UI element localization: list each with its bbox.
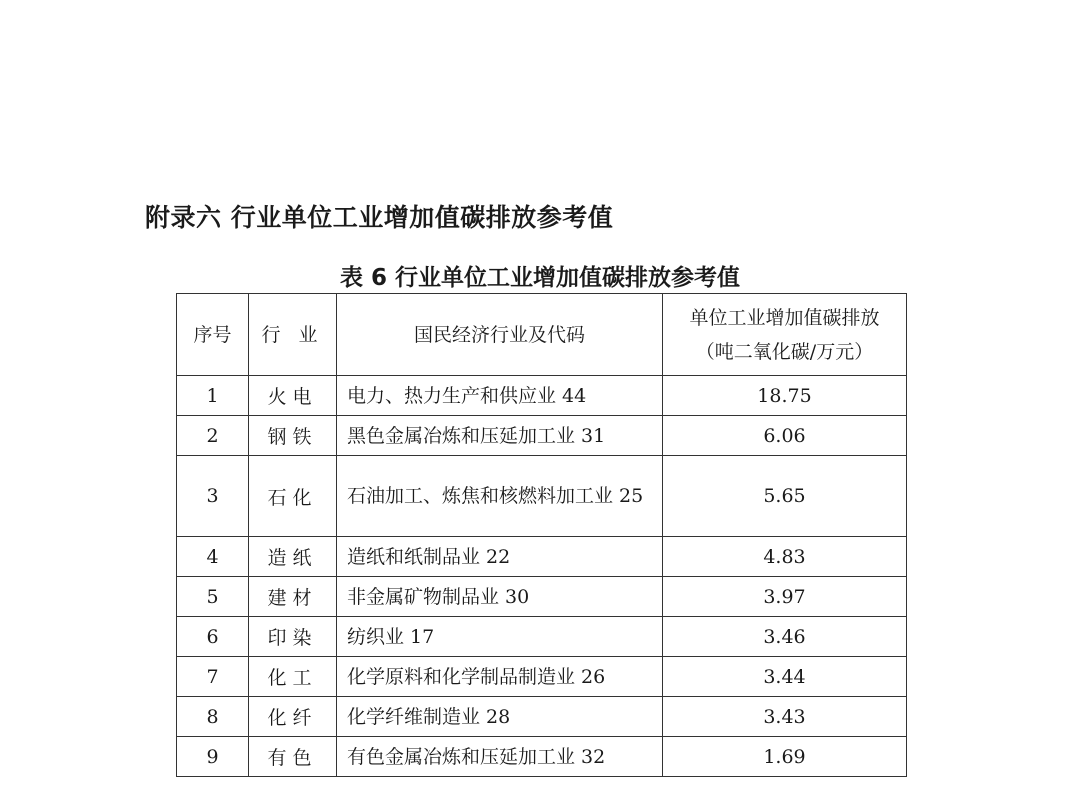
- header-value: [663, 294, 907, 376]
- header-value-line1: 单位工业增加值碳排放: [689, 306, 880, 329]
- row-value: 3.43: [663, 697, 907, 737]
- row-no: 2: [177, 416, 249, 456]
- header-industry: 行 业: [249, 294, 337, 376]
- header-code: 国民经济行业及代码: [337, 294, 663, 376]
- row-value: 3.46: [663, 617, 907, 657]
- table-header-row: [177, 294, 907, 376]
- carbon-reference-table: [176, 293, 907, 777]
- row-industry: 化纤: [249, 697, 337, 737]
- appendix-title: 附录六 行业单位工业增加值碳排放参考值: [145, 203, 614, 232]
- row-code: 纺织业 17: [337, 617, 663, 657]
- table-row: [177, 577, 907, 617]
- row-value: 3.97: [663, 577, 907, 617]
- row-code: 黑色金属冶炼和压延加工业 31: [337, 416, 663, 456]
- table-row: [177, 537, 907, 577]
- row-industry: 化工: [249, 657, 337, 697]
- row-industry: 有色: [249, 737, 337, 777]
- row-no: 4: [177, 537, 249, 577]
- row-value: 5.65: [663, 456, 907, 537]
- row-industry: 造纸: [249, 537, 337, 577]
- table-row: [177, 697, 907, 737]
- row-no: 5: [177, 577, 249, 617]
- row-value: 18.75: [663, 376, 907, 416]
- table-caption: 表 6 行业单位工业增加值碳排放参考值: [339, 265, 741, 291]
- table-row: [177, 617, 907, 657]
- row-industry: 印染: [249, 617, 337, 657]
- row-no: 9: [177, 737, 249, 777]
- row-no: 6: [177, 617, 249, 657]
- row-code: 有色金属冶炼和压延加工业 32: [337, 737, 663, 777]
- row-no: 7: [177, 657, 249, 697]
- row-code: 造纸和纸制品业 22: [337, 537, 663, 577]
- row-industry: 火电: [249, 376, 337, 416]
- row-no: 3: [177, 456, 249, 537]
- header-no: 序号: [177, 294, 249, 376]
- row-value: 3.44: [663, 657, 907, 697]
- row-no: 1: [177, 376, 249, 416]
- row-code: 石油加工、炼焦和核燃料加工业 25: [337, 456, 663, 537]
- row-code: 非金属矿物制品业 30: [337, 577, 663, 617]
- table-row: [177, 376, 907, 416]
- table-row: [177, 416, 907, 456]
- row-code: 化学纤维制造业 28: [337, 697, 663, 737]
- row-value: 4.83: [663, 537, 907, 577]
- row-industry: 建材: [249, 577, 337, 617]
- row-code: 电力、热力生产和供应业 44: [337, 376, 663, 416]
- row-value: 1.69: [663, 737, 907, 777]
- table-row: [177, 456, 907, 537]
- table-row: [177, 657, 907, 697]
- row-value: 6.06: [663, 416, 907, 456]
- header-value-line2: （吨二氧化碳/万元）: [695, 340, 874, 363]
- row-industry: 钢铁: [249, 416, 337, 456]
- row-code: 化学原料和化学制品制造业 26: [337, 657, 663, 697]
- row-industry: 石化: [249, 456, 337, 537]
- row-no: 8: [177, 697, 249, 737]
- table-row: [177, 737, 907, 777]
